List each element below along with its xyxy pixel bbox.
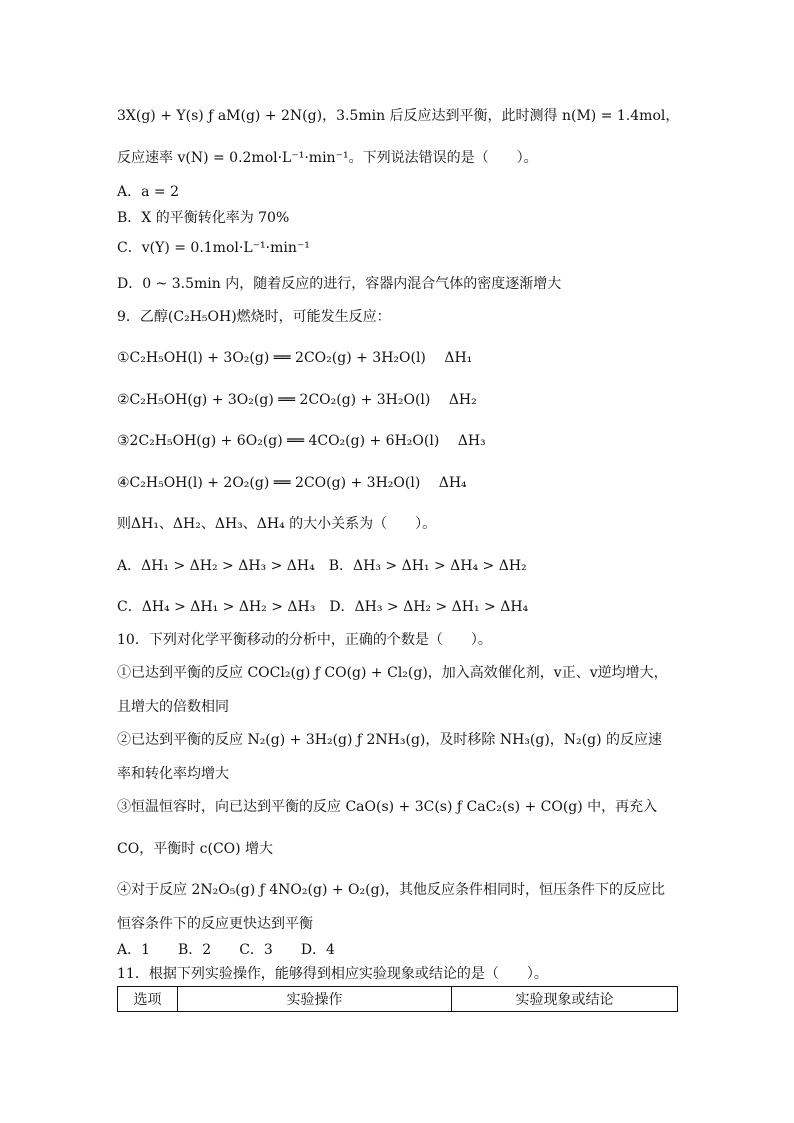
q9-options-cd: C．ΔH₄ > ΔH₁ > ΔH₂ > ΔH₃ D．ΔH₃ > ΔH₂ > ΔH₁ > ΔH₄ xyxy=(117,599,529,615)
q8-stem-line-1: 3X(g) + Y(s) ƒ aM(g) + 2N(g)，3.5min 后反应达到平衡，此时测得 n(M) = 1.4mol， xyxy=(117,108,680,124)
header-option: 选项 xyxy=(118,987,178,1011)
header-operation: 实验操作 xyxy=(178,987,452,1011)
q10-options: A．1 B．2 C．3 D．4 xyxy=(117,942,335,958)
q10-statement-3: ③恒温恒容时，向已达到平衡的反应 CaO(s) + 3C(s) ƒ CaC₂(s) + CO(g) 中，再充入 xyxy=(117,799,658,815)
q9-reaction-4: ④C₂H₅OH(l) + 2O₂(g) ══ 2CO(g) + 3H₂O(l) ΔH₄ xyxy=(117,475,467,491)
q9-stem: 9．乙醇(C₂H₅OH)燃烧时，可能发生反应： xyxy=(117,309,391,325)
q8-option-a: A．a = 2 xyxy=(117,184,179,200)
header-result: 实验现象或结论 xyxy=(515,992,614,1008)
q10-stem: 10．下列对化学平衡移动的分析中，正确的个数是（ ）。 xyxy=(117,632,492,648)
q10-statement-4-cont: 恒容条件下的反应更快达到平衡 xyxy=(117,916,313,932)
q10-statement-2-cont: 率和转化率均增大 xyxy=(117,766,229,782)
q9-options-ab: A．ΔH₁ > ΔH₂ > ΔH₃ > ΔH₄ B．ΔH₃ > ΔH₁ > ΔH₄ > ΔH₂ xyxy=(117,558,527,574)
q10-statement-3-cont: CO，平衡时 c(CO) 增大 xyxy=(117,841,274,857)
q8-option-b: B．X 的平衡转化率为 70% xyxy=(117,210,290,226)
q9-reaction-1: ①C₂H₅OH(l) + 3O₂(g) ══ 2CO₂(g) + 3H₂O(l) ΔH₁ xyxy=(117,350,473,366)
q8-option-c: C．v(Y) = 0.1mol·L⁻¹·min⁻¹ xyxy=(117,240,310,256)
q11-table-header xyxy=(117,986,678,1012)
q10-statement-4: ④对于反应 2N₂O₅(g) ƒ 4NO₂(g) + O₂(g)，其他反应条件相同时，恒压条件下的反应比 xyxy=(117,882,666,898)
q10-statement-2: ②已达到平衡的反应 N₂(g) + 3H₂(g) ƒ 2NH₃(g)，及时移除 NH₃(g)，N₂(g) 的反应速 xyxy=(117,732,662,748)
q9-question: 则ΔH₁、ΔH₂、ΔH₃、ΔH₄ 的大小关系为（ ）。 xyxy=(117,516,437,532)
q9-reaction-2: ②C₂H₅OH(g) + 3O₂(g) ══ 2CO₂(g) + 3H₂O(l) ΔH₂ xyxy=(117,392,477,408)
q10-statement-1-cont: 且增大的倍数相同 xyxy=(117,699,229,715)
q10-statement-1: ①已达到平衡的反应 COCl₂(g) ƒ CO(g) + Cl₂(g)，加入高效催化剂，v正、v逆均增大， xyxy=(117,665,668,681)
q11-stem: 11．根据下列实验操作，能够得到相应实验现象或结论的是（ ）。 xyxy=(117,966,548,982)
q9-reaction-3: ③2C₂H₅OH(g) + 6O₂(g) ══ 4CO₂(g) + 6H₂O(l) ΔH₃ xyxy=(117,433,486,449)
q8-stem-line-2: 反应速率 v(N) = 0.2mol·L⁻¹·min⁻¹。下列说法错误的是（ ）。 xyxy=(117,150,538,166)
q8-option-d: D．0 ~ 3.5min 内，随着反应的进行，容器内混合气体的密度逐渐增大 xyxy=(117,276,562,292)
